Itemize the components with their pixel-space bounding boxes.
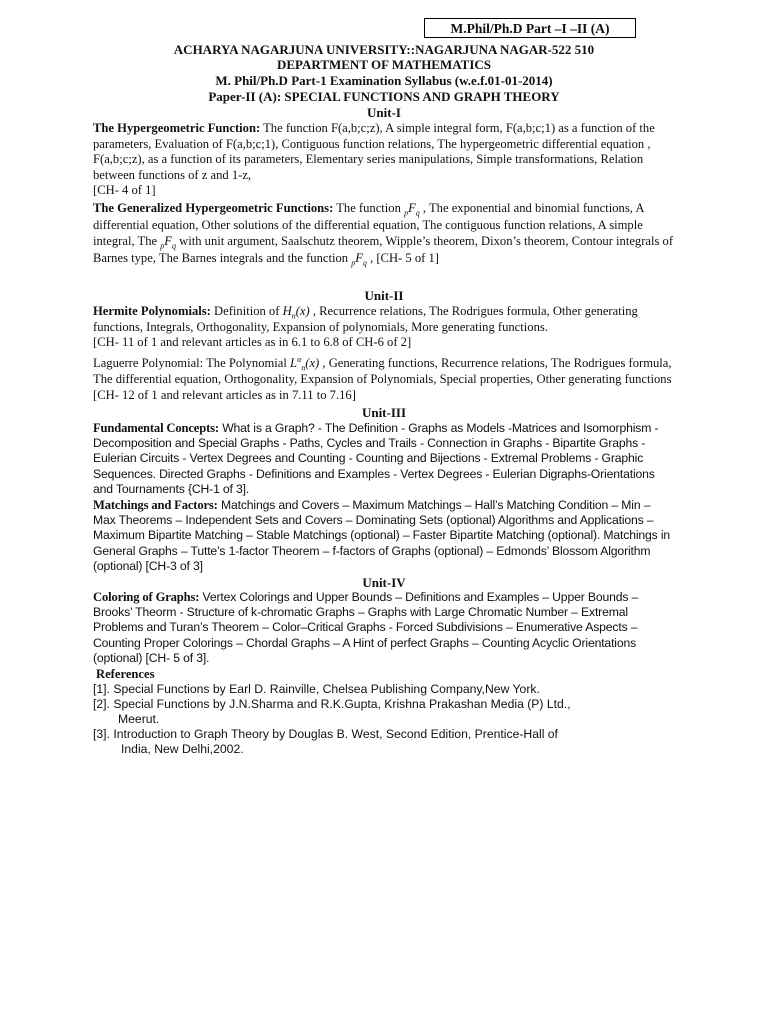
reference-3: [3]. Introduction to Graph Theory by Douglas B. West, Second Edition, Prentice-Hall of [93,727,558,741]
reference-1: [1]. Special Functions by Earl D. Rainville, Chelsea Publishing Company,New York. [93,682,540,696]
reference-2-continued: Meerut. [118,712,160,726]
generalized-text-2: , The exponential and binomial functions, A differential equation, Other solutions of the differential equation, The contiguous function relations, A simple integral, The [93,201,644,248]
pFq-symbol: $_pF_q$ [404,201,420,218]
hermite-text-2: , Recurrence relations, The Rodrigues formula, Other generating functions, Integrals, Orthogonality, Expansion of polynomials, More generating functions. [93,304,638,334]
hypergeometric-paragraph [93,121,675,183]
exam-title: M. Phil/Ph.D Part-1 Examination Syllabus (w.e.f.01-01-2014) [215,73,553,88]
course-box-label: M.Phil/Ph.D Part –I –II (A) [424,18,636,38]
unit-2-heading: Unit-II [364,288,404,303]
matchings-section [93,498,675,574]
pFq-symbol: $_pF_q$ [160,234,176,251]
hermite-ref: [CH- 11 of 1 and relevant articles as in 6.1 to 6.8 of CH-6 of 2] [93,335,412,350]
hermite-label: Hermite Polynomials: [93,304,211,318]
reference-3-continued: India, New Delhi,2002. [121,742,244,756]
laguerre-text-1: Laguerre Polynomial: The Polynomial [93,356,291,370]
paper-title: Paper-II (A): SPECIAL FUNCTIONS AND GRAPH THEORY [208,89,560,104]
matchings-label: Matchings and Factors: [93,498,218,512]
hypergeometric-label: The Hypergeometric Function: [93,121,261,135]
hermite-section [93,304,675,351]
hypergeometric-section [93,121,675,199]
coloring-label: Coloring of Graphs: [93,590,200,604]
fundamental-paragraph [93,421,675,497]
generalized-text-4: , [CH- 5 of 1] [366,250,439,265]
fundamental-text: What is a Graph? - The Definition - Graphs as Models -Matrices and Isomorphism - Decomposition and Special Graphs - Paths, Cycles and Trails - Connection in Graphs - Bipartite Graphs - Eulerian Circuits - Vertex Degrees and Counting - Counting and Bijections - Extremal Problems - Graphic Sequences. Directed Graphs - Definitions and Examples - Vertex Degrees - Eulerian Digraphs-Orientations and Tournaments {CH-1 of 3]. [93,421,659,496]
laguerre-paragraph [93,355,675,404]
generalized-paragraph [93,200,675,266]
references-section [93,667,653,757]
hypergeometric-ref: [CH- 4 of 1] [93,183,156,198]
coloring-paragraph [93,590,675,666]
generalized-text-1: The function [333,201,405,215]
laguerre-text-2: , Generating functions, Recurrence relations, The Rodrigues formula, The differential equation, Orthogonality, Expansion of Polynomials, Special properties, Other generating functions [CH- 12 of 1 and relevant articles as in 7.11 to 7.16] [93,356,672,403]
fundamental-section [93,421,675,497]
hermite-text-1: Definition of [210,304,283,318]
university-name: ACHARYA NAGARJUNA UNIVERSITY::NAGARJUNA NAGAR-522 510 [173,42,595,57]
references-title: References [96,667,155,681]
generalized-section [93,200,675,266]
laguerre-section [93,355,675,404]
pFq-symbol: $_pF_q$ [351,250,367,268]
hermite-paragraph [93,304,675,335]
coloring-text: Vertex Colorings and Upper Bounds – Definitions and Examples – Upper Bounds – Brooks’ Theorm - Structure of k-chromatic Graphs – Graphs with Large Chromatic Number – Extremal Problems and Turan’s Theorem – Color–Critical Graphs - Forced Subdivisions – Enumerative Aspects – Counting Proper Colorings – Chordal Graphs – A Hint of perfect Graphs – Counting Acyclic Orientations (optional) [CH- 5 of 3]. [93,590,639,665]
generalized-label: The Generalized Hypergeometric Functions: [93,201,334,215]
hermite-symbol: $H_n(x)$ [282,304,310,321]
generalized-text-3: with unit argument, Saalschutz theorem, Wipple’s theorem, Dixon’s theorem, Contour integrals of Barnes type, The Barnes integrals and the function [93,234,674,265]
unit-3-heading: Unit-III [361,405,407,420]
reference-2: [2]. Special Functions by J.N.Sharma and R.K.Gupta, Krishna Prakashan Media (P) Ltd., [93,697,571,711]
unit-4-heading: Unit-IV [362,575,406,590]
hypergeometric-text: The function F(a,b;c;z), A simple integral form, F(a,b;c;1) as a function of the parameters, Evaluation of F(a,b;c;1), Contiguous function relations, The hypergeometric differential equation , F(a,b;c;z), as a function of its parameters, Elementary series manipulations, Simple transformations, Relation between functions of z and 1-z, [93,121,655,182]
unit-1-heading: Unit-I [367,105,401,120]
matchings-paragraph [93,498,675,574]
coloring-section [93,590,675,666]
matchings-text: Matchings and Covers – Maximum Matchings – Hall’s Matching Condition – Min – Max Theorems – Independent Sets and Covers – Dominating Sets (optional) Algorithms and Applications – Maximum Bipartite Matching – Stable Matchings (optional) – Faster Bipartite Matching (optional). Matchings in General Graphs – Tutte’s 1-factor Theorem – f-factors of Graphs (optional) – Edmonds’ Blossom Algorithm (optional) [CH-3 of 3] [93,498,671,573]
department-name: DEPARTMENT OF MATHEMATICS [276,57,492,72]
fundamental-label: Fundamental Concepts: [93,421,219,435]
laguerre-symbol: $L^\alpha_n(x)$ [290,354,320,373]
